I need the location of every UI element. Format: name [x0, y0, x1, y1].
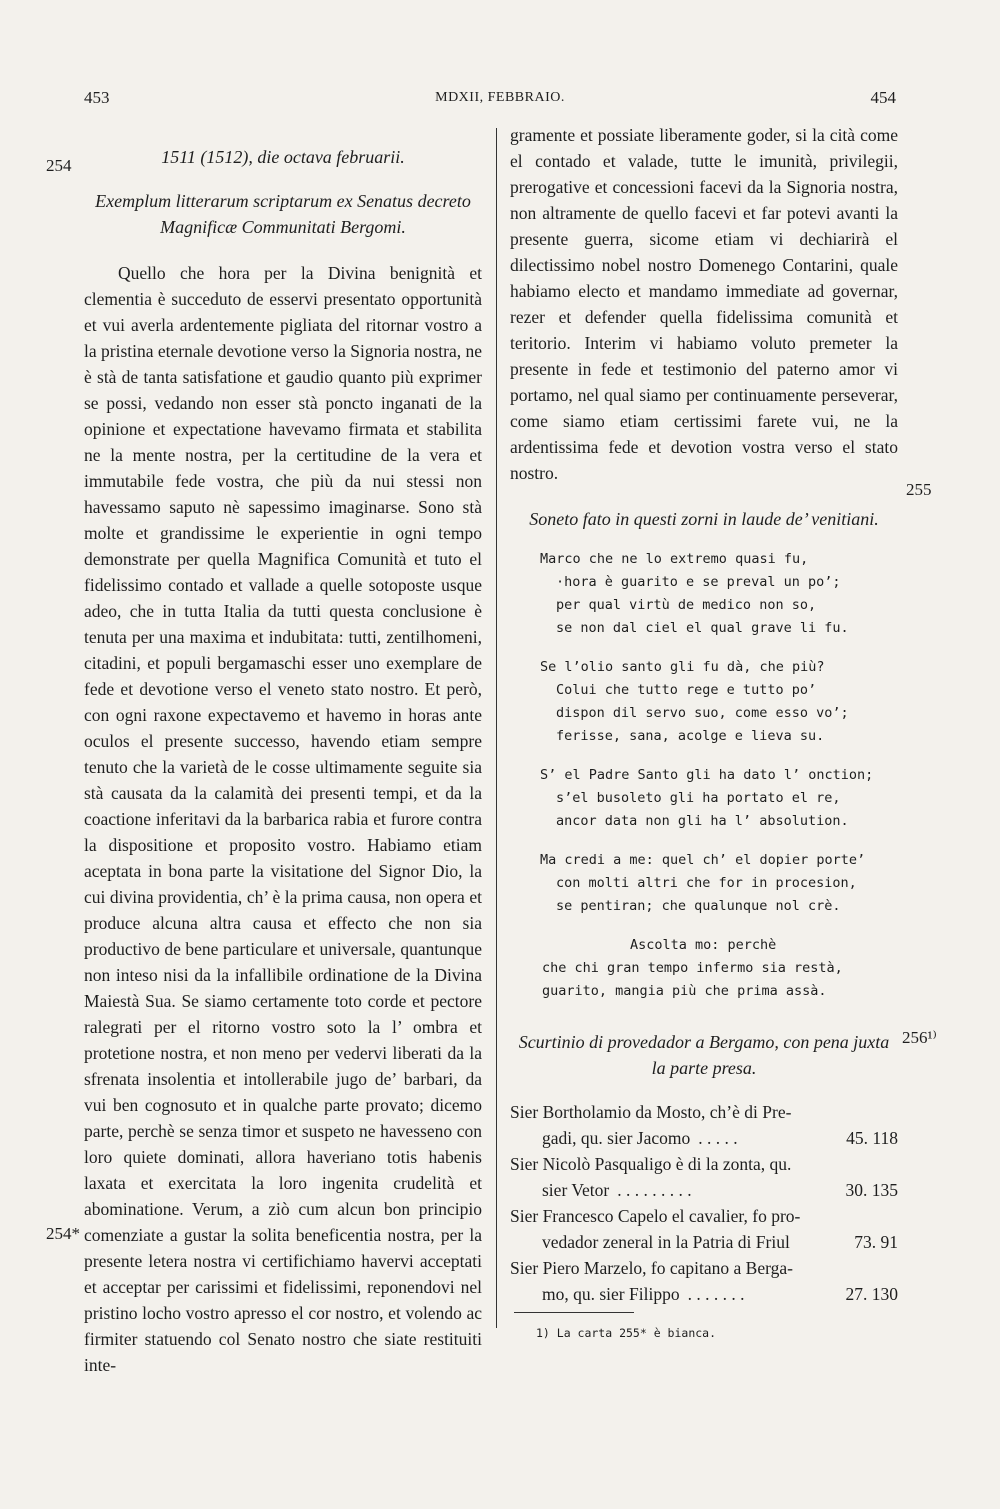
- sonnet-title: Soneto fato in questi zorni in laude de’ venitiani.: [529, 509, 879, 529]
- verse-line: Marco che ne lo extremo quasi fu,: [540, 551, 809, 567]
- leader-dots: [790, 1229, 854, 1255]
- leader-dots: . . . . . . . . .: [617, 1180, 692, 1200]
- sonnet: [510, 548, 898, 1003]
- stanza: [540, 764, 898, 833]
- list-item: [510, 1151, 898, 1203]
- list-item: [510, 1099, 898, 1151]
- left-column: [84, 144, 482, 1378]
- verse-line: con molti altri che for in procesion,: [556, 875, 857, 891]
- candidate-name: Sier Piero Marzelo, fo capitano a Berga-: [510, 1258, 793, 1278]
- vote-count: 27. 130: [845, 1284, 898, 1304]
- candidate-name: Sier Bortholamio da Mosto, ch’è di Pre-: [510, 1102, 792, 1122]
- letter-continuation: gramente et possiate liberamente goder, si la cità come el contado et valade, tutte le imunità, privilegii, prerogative et concessioni facevi da la Signoria nostra, non altramente de quello facevi et far potevi avanti la presente guerra, sicome etiam vi dechiarirà el dilectissimo nobel nostro Domenego Contarini, quale habiamo electo et mandamo immediate ad governar, rezer et defender quella fidelissima comunità et teritorio. Interim vi habiamo voluto premeter la presente in fede et testimonio del paterno amor vi portamo, nel qual siamo per continuamente perseverar, come siamo etiam certissimi farete vui, ne la ardentissima fede et devotion vostra verso el stato nostro.: [510, 125, 898, 483]
- vote-count: 45. 118: [846, 1128, 898, 1148]
- verse-line: Se l’olio santo gli fu dà, che più?: [540, 659, 825, 675]
- margin-number: 256¹⁾: [902, 1028, 937, 1047]
- verse-line: ferisse, sana, acolge e lieva su.: [556, 728, 825, 744]
- verse-line: Ascolta mo: perchè: [630, 937, 777, 953]
- candidate-detail: sier Vetor: [542, 1180, 610, 1200]
- verse-line: guarito, mangia più che prima assà.: [542, 983, 827, 999]
- page-number-left: 453: [84, 88, 110, 107]
- letter-date: 1511 (1512), die octava februarii.: [161, 147, 405, 167]
- scrutinio-list: [510, 1099, 898, 1307]
- verse-line: che chi gran tempo infermo sia restà,: [542, 960, 843, 976]
- footnote-rule: [514, 1312, 634, 1313]
- leader-dots: . . . . .: [698, 1128, 738, 1148]
- candidate-detail: mo, qu. sier Filippo: [542, 1284, 680, 1304]
- sonnet-coda: [510, 934, 898, 1003]
- list-item: [510, 1203, 898, 1255]
- candidate-detail: vedador zeneral in la Patria di Friul: [542, 1232, 790, 1252]
- candidate-detail: gadi, qu. sier Jacomo: [542, 1128, 691, 1148]
- verse-line: s’el busoleto gli ha portato el re,: [556, 790, 841, 806]
- verse-line: se pentiran; che qualunque nol crè.: [556, 898, 841, 914]
- margin-number: 254: [46, 156, 72, 175]
- verse-line: ancor data non gli ha l’ absolution.: [556, 813, 849, 829]
- margin-number: 254*: [46, 1224, 80, 1243]
- verse-line: Colui che tutto rege e tutto po’: [556, 682, 817, 698]
- verse-line: S’ el Padre Santo gli ha dato l’ onction;: [540, 767, 874, 783]
- vote-count: 73. 91: [854, 1232, 898, 1252]
- verse-line: dispon dil servo suo, come esso vo’;: [556, 705, 849, 721]
- page-number-right: 454: [870, 88, 896, 107]
- margin-number: 255: [906, 480, 932, 499]
- column-divider: [496, 128, 497, 1328]
- right-column: [510, 122, 898, 1307]
- letter-title: Exemplum litterarum scriptarum ex Senatus decreto Magnificæ Communitati Bergomi.: [95, 191, 471, 237]
- vote-count: 30. 135: [845, 1180, 898, 1200]
- footnote: 1) La carta 255* è bianca.: [536, 1326, 717, 1340]
- candidate-name: Sier Nicolò Pasqualigo è di la zonta, qu.: [510, 1154, 792, 1174]
- leader-dots: . . . . . . .: [687, 1284, 745, 1304]
- list-item: [510, 1255, 898, 1307]
- scrutinio-title: Scurtinio di provedador a Bergamo, con pena juxta la parte presa.: [518, 1032, 890, 1078]
- letter-text: Quello che hora per la Divina benignità et clementia è succeduto de esservi presentato opportunità et vui averla ardentemente pigliata del ritornar vostro a la pristina eternale devotione verso la Signoria nostra, ne è stà de tanta satisfatione et gaudio quanto più exprimer se possi, vedando non esser stà poncto inganati de la opinione et expectatione havevamo firmata et stabilita ne la mente nostra, per la certitudine de la vera et immutabile fede vostra, che più da nui stessi non havessamo saputo nè sapessimo imaginarse. Sono stà molte et grandissime le experientie in ogni tempo demonstrate per quella Magnifica Comunità et tuto el fidelissimo contado et vallade a quelle sotoposte usque adeo, che in tutta Italia da tutti questa conclusione è tenuta per una maxima et indubitata: tutti, zentilhomeni, citadini, et populi bergamaschi esser uno exemplare de fede et devotione verso el veneto stato nostro. Et però, con ogni raxone expectavemo et havemo in horas ante oculos el presente successo, havendo etiam sempre tenuto che la varietà de le cosse ultimamente seguite sia stà causata da la calamità dei presenti tempi, et da la coactione inferitavi da la barbarica rabia et furore contra la dispositione et proposito vostro. Habiamo etiam aceptata in bona parte la visitatione del Signor Dio, la cui divina providentia, ch’ è la prima causa, non opera et produce alcuna altra causa et effecto che non sia productivo de bene particulare et universale, quantunque non inteso nisi da la infallibile ordinatione de la Divina Maiestà Sua. Se siamo certamente toto corde et pectore ralegrati per el ritorno vostro soto la l’ ombra et protetione nostra, et non meno per vedervi liberati da la sfrenata insolentia et intollerabile jugo de’ barbari, da vui ben cognosuto et in qualche parte provato; dicemo parte, perchè se senza timor et suspeto ne havesseno con loro quiete dominati, allora haveriano totis habenis laxata et exercitata la loro ingenita crudelità et abominatione. Verum, a ziò cum alcun bon principio comenziate a gustar la solita beneficentia nostra, per la presente letera nostra vi certifichiamo havervi acceptati et acceptar per carissimi et fidelissimi, reponendovi nel pristino locho vostro apresso el cor nostro, et volendo ac firmiter statuendo col Senato nostro che siate restituiti inte-: [84, 263, 482, 1375]
- stanza: [540, 849, 898, 918]
- stanza: [540, 548, 898, 640]
- verse-line: per qual virtù de medico non so,: [556, 597, 817, 613]
- stanza: [540, 656, 898, 748]
- verse-line: se non dal ciel el qual grave li fu.: [556, 620, 849, 636]
- verse-line: Ma credi a me: quel ch’ el dopier porte’: [540, 852, 866, 868]
- running-header: MDXII, FEBBRAIO.: [435, 90, 565, 105]
- verse-line: ·hora è guarito e se preval un po’;: [556, 574, 841, 590]
- candidate-name: Sier Francesco Capelo el cavalier, fo pro-: [510, 1206, 801, 1226]
